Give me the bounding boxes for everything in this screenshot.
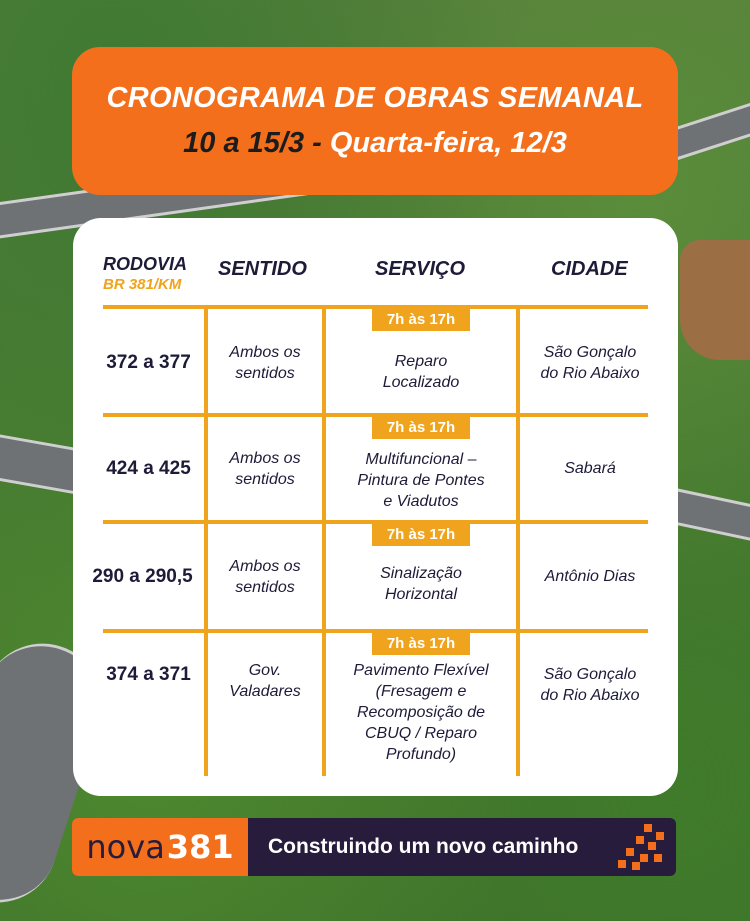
city: São Gonçalo do Rio Abaixo: [540, 344, 640, 382]
column-header-servico: SERVIÇO: [375, 258, 466, 280]
logo-number: 381: [166, 828, 234, 866]
date-subtitle: [183, 127, 567, 160]
column-header-sentido: SENTIDO: [218, 258, 307, 280]
city: São Gonçalo do Rio Abaixo: [540, 666, 640, 704]
direction: Ambos os sentidos: [229, 557, 301, 596]
column-header-rodovia: RODOVIA: [103, 254, 188, 274]
direction: Ambos os sentidos: [229, 344, 301, 382]
background-road: [668, 488, 750, 548]
km-range: 372 a 377: [106, 352, 191, 373]
date-range: 10 a 15/3 -: [183, 127, 322, 159]
column-header-cidade: CIDADE: [551, 258, 628, 280]
page-title: CRONOGRAMA DE OBRAS SEMANAL: [106, 82, 644, 114]
service: Reparo Localizado: [382, 353, 460, 391]
city: Antônio Dias: [544, 568, 636, 585]
schedule-hours-badge: 7h às 17h: [372, 633, 470, 655]
background-hillside: [680, 240, 750, 360]
footer-banner: [72, 818, 676, 876]
km-range: 374 a 371: [106, 664, 191, 685]
brand-logo: [72, 818, 248, 876]
city: Sabará: [564, 460, 616, 477]
direction: Ambos os sentidos: [229, 449, 301, 488]
service: Sinalização Horizontal: [380, 565, 462, 603]
direction: Gov. Valadares: [229, 662, 301, 700]
schedule-table: [73, 218, 678, 796]
pixel-pattern-icon: [618, 824, 668, 870]
slogan: Construindo um novo caminho: [268, 835, 579, 858]
schedule-hours-badge: 7h às 17h: [372, 309, 470, 331]
column-subheader-br381: BR 381/KM: [103, 276, 182, 293]
logo-word: nova: [86, 828, 165, 866]
km-range: 424 a 425: [106, 457, 191, 479]
current-day: Quarta-feira, 12/3: [329, 127, 567, 159]
schedule-hours-badge: 7h às 17h: [372, 417, 470, 439]
service: Multifuncional – Pintura de Pontes e Viadutos: [357, 450, 485, 510]
header-banner: [72, 47, 678, 195]
schedule-hours-badge: 7h às 17h: [372, 524, 470, 546]
service: Pavimento Flexível (Fresagem e Recomposição de CBUQ / Reparo Profundo): [353, 662, 489, 763]
km-range: 290 a 290,5: [92, 565, 193, 587]
